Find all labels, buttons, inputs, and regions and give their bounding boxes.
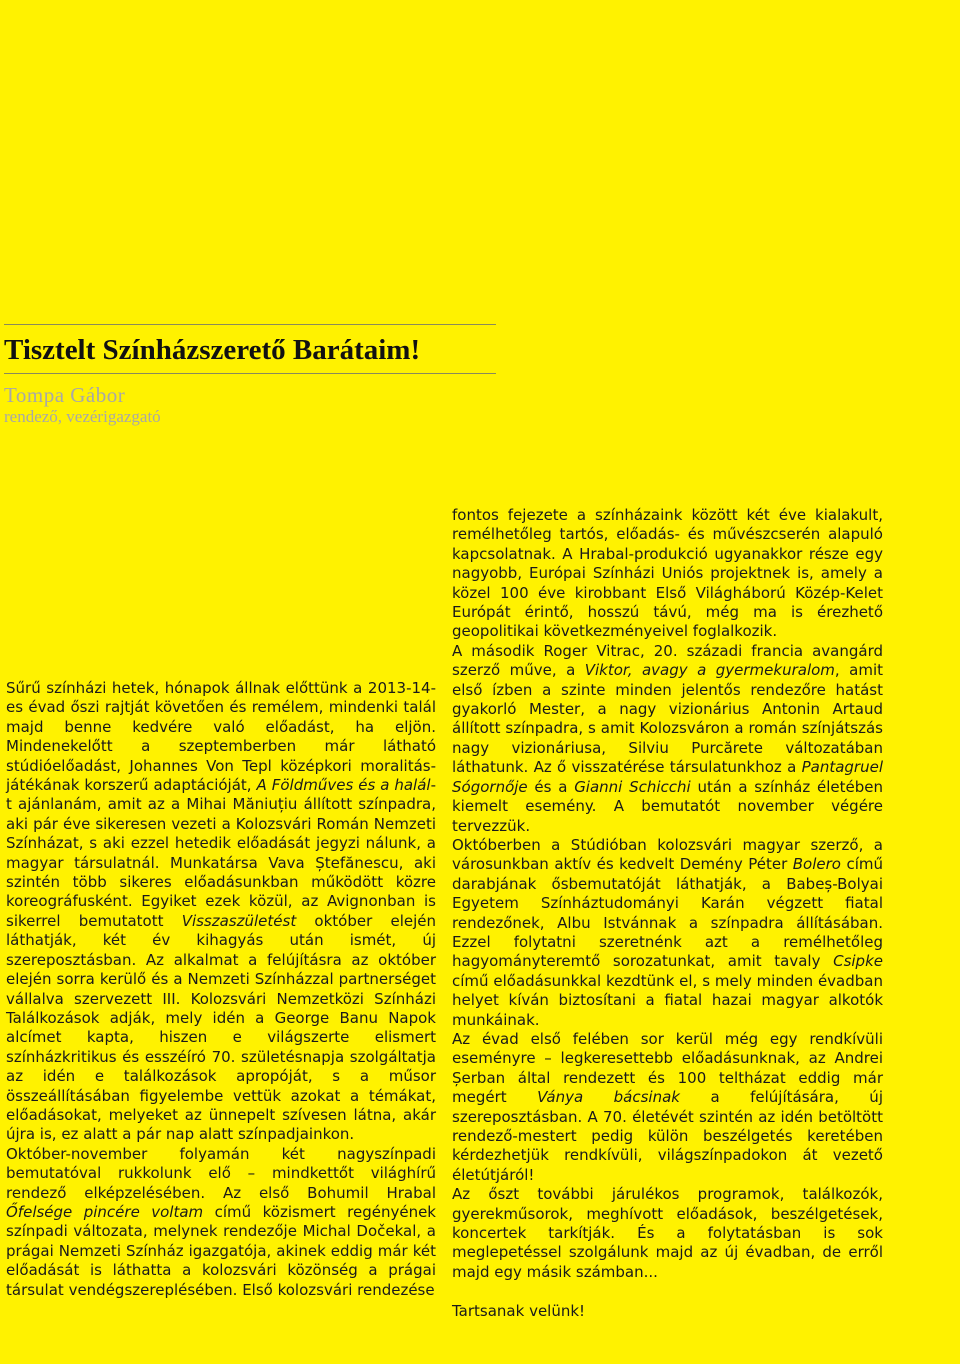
text-run: Sűrű színházi hetek, hónapok állnak előttünk a 2013-14-es évad őszi rajtját követően és remélem, mindenki talál majd benne kedvére való előadást, ha eljön. Mindenekelőtt a szeptemberben már látható stúdióelőadást, Johannes Von Tepl középkori moralitás-játékának korszerű adaptációját, — [6, 679, 436, 795]
left-column — [6, 679, 436, 1300]
work-title-csipke: Csipke — [833, 952, 883, 971]
author-role: rendező, vezérigazgató — [4, 407, 161, 426]
work-title-vanya: Ványa bácsinak — [537, 1088, 680, 1107]
paragraph-hrabal: fontos fejezete a színházaink között két éve kialakult, remélhetőleg tartós, előadás- és művészcserén alapuló kapcsolatnak. A Hrabal-produkció ugyanakkor része egy nagyobb, Európai Színházi Uniós projektnek is, amely a közel 100 éve kirobbant Első Világháború Közép-Kelet Európát érintő, hosszú távú, még ma is érezhető geopolitikai következményeivel foglalkozik. — [452, 506, 883, 641]
text-run: és a — [527, 777, 575, 796]
text-run: után a színház életében kiemelt esemény. A bemutatót november végére tervezzük. — [452, 777, 883, 835]
work-title-viktor: Viktor, avagy a gyermekuralom — [584, 661, 835, 680]
work-title-gianni-schicchi: Gianni Schicchi — [574, 777, 691, 796]
work-title-bolero: Bolero — [792, 855, 841, 874]
text-run: című előadásunkkal kezdtünk el, s mely minden évadban helyet kíván biztosítani a fiatal hazai magyar alkotók munkáinak. — [452, 971, 883, 1029]
work-title-foldmuves: A Földműves és a halál — [256, 776, 431, 795]
author-name: Tompa Gábor — [4, 383, 126, 407]
paragraph-vanya — [452, 1030, 883, 1185]
title-bottom-rule — [4, 373, 496, 374]
paragraph-gap — [452, 1282, 883, 1301]
author-block — [4, 383, 161, 427]
text-run: Október-november folyamán két nagyszínpadi bemutatóval rukkolunk elő – mindkettőt világhírű rendező elképzelésében. Az első Bohumil Hrabal — [6, 1144, 436, 1202]
text-run: című darabjának ősbemutatóját láthatják, a Babeș-Bolyai Egyetem Színháztudományi Karán végzett fiatal rendezőnek, Albu Istvánnak a színpadra állításában. Ezzel folytatni szeretnénk azt a remélhetőleg hagyományteremtő sorozatunkat, amit tavaly — [452, 855, 883, 971]
paragraph-vitrac — [452, 642, 883, 836]
text-run: A második Roger Vitrac, 20. századi francia avangárd szerző műve, a — [452, 641, 883, 680]
work-title-visszaszuletes: Visszaszületést — [181, 911, 297, 930]
paragraph-intro — [6, 679, 436, 1145]
title-top-rule — [4, 324, 496, 325]
text-run: a felújítására, új szereposztásban. A 70. életévét szintén az idén betöltött rendező-mestert pedig külön beszélgetés keretében kérdezhetjük rendkívüli, világszínpadokon át vezető életútjáról! — [452, 1088, 883, 1184]
text-run: -t ajánlanám, amit az a Mihai Măniuțiu állított színpadra, aki pár éve sikeresen vezeti a Kolozsvári Román Nemzeti Színházat, s aki ezzel hetedik előadását jegyzi nálunk, a magyar társulatnál. Munkatársa Vava Ștefănescu, aki szintén több sikeres előadásunkban működött közre koreográfusként. Egyiket ezek közül, az Avignonban is sikerrel bemutatott — [6, 776, 436, 930]
paragraph-programs: Az őszt további járulékos programok, találkozók, gyerekműsorok, meghívott előadások, beszélgetések, koncertek tarkítják. És a folytatásban is sok meglepetéssel szolgálunk majd az új évadban, de erről majd egy másik számban... — [452, 1185, 883, 1281]
text-run: című közismert regényének színpadi változata, melynek rendezője Michal Dočekal, a prágai Nemzeti Színház igazgatója, akinek eddig már két előadását is láthatta a kolozsvári közönség a prágai társulat vendégszereplésében. Első kolozsvári rendezése — [6, 1202, 436, 1299]
right-column — [452, 506, 883, 1321]
text-run: Októberben a Stúdióban kolozsvári magyar szerző, a városunkban aktív és kedvelt Demény Péter — [452, 835, 883, 874]
text-run: Az évad első felében sor kerül még egy rendkívüli eseményre – legkeresettebb előadásunknak, az Andrei Șerban által rendezett és 100 teltházat eddig már megért — [452, 1029, 883, 1107]
work-title-pantagruel: Pantagruel Sógornője — [452, 758, 883, 796]
closing-line: Tartsanak velünk! — [452, 1301, 586, 1320]
paragraph-premieres — [6, 1145, 436, 1300]
text-run: , amit első ízben a szinte minden jelentős rendezőre hatást gyakorló Mester, a nagy vizionárius Antonin Artaud állított színpadra, s amit Kolozsváron a román színjátszás nagy vizionáriusa, Silviu Purcărete változatában láthatunk. Az ő visszatérése társulatunkhoz a — [452, 661, 884, 777]
text-run: október elején láthatják, két év kihagyás után ismét, új szereposztásban. Az alkalmat a felújításra az október elején sorra kerülő és a Nemzeti Színházzal partnerséget vállalva szervezett III. Kolozsvári Nemzetközi Színházi Találkozások adják, mely idén a George Banu Napok alcímet kapta, hiszen e világszerte elismert színházkritikus és esszéíró 70. születésnapja szolgáltatja az idén e találkozások apropóját, s a műsor összeállításában figyelembe vettük azokat a témákat, előadásokat, melyeket az ünnepelt szívesen látna, akár újra is, ez alatt a pár nap alatt színpadjainkon. — [6, 911, 436, 1144]
page-title: Tisztelt Színházszerető Barátaim! — [4, 334, 421, 366]
paragraph-studio — [452, 836, 883, 1030]
work-title-ofelsege: Őfelsége pincére voltam — [6, 1202, 204, 1221]
